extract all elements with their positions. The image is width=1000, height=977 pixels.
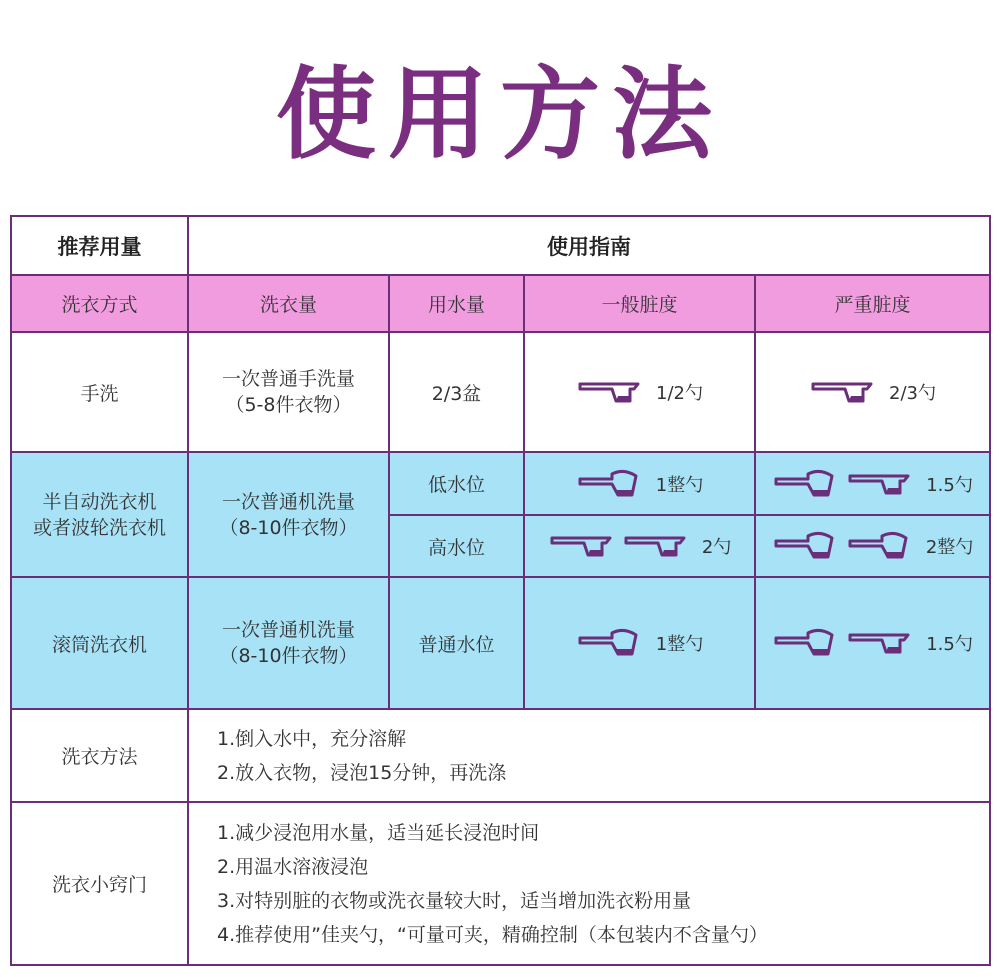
tip-line: 1.减少浸泡用水量，适当延长浸泡时间 [217,821,540,844]
tip-line: 4.推荐使用”佳夹勺，“可量可夹，精确控制（本包装内不含量勺） [217,923,768,946]
load-semi [188,452,389,577]
method-line: 2.放入衣物，浸泡15分钟，再洗涤 [217,761,507,784]
scoop-half-icon [624,533,688,559]
amount-label: 1/2勺 [656,383,703,404]
amount-label: 2/3勺 [889,383,936,404]
scoop-half-icon [811,379,875,405]
load-line: 一次普通手洗量 [221,368,355,390]
normal-semi-high [524,515,755,577]
tip-line: 3.对特别脏的衣物或洗衣量较大时，适当增加洗衣粉用量 [217,889,692,912]
normal-hand [524,332,755,452]
method-line: 半自动洗衣机 [42,490,157,513]
header-recommended: 推荐用量 [11,216,188,275]
table-header-row [11,216,990,275]
load-hand [188,332,389,452]
scoop-half-icon [848,471,912,497]
scoop-full-icon [578,469,642,499]
col-normal: 一般脏度 [524,275,755,332]
load-line: （8-10件衣物） [219,645,358,667]
page-title: 使用方法 [276,56,724,173]
water-semi-low: 低水位 [389,452,524,515]
table-row [11,802,990,965]
amount-label: 1.5勺 [926,474,973,496]
load-line: （8-10件衣物） [219,516,358,539]
scoop-full-icon [848,531,912,561]
heavy-semi-high [755,515,990,577]
method-hand: 手洗 [11,332,188,452]
scoop-full-icon [774,628,838,658]
heavy-drum [755,577,990,709]
scoop-half-icon [550,533,614,559]
normal-drum [524,577,755,709]
amount-label: 1整勺 [655,634,704,655]
column-header-row [11,275,990,332]
col-heavy: 严重脏度 [755,275,990,332]
scoop-full-icon [578,628,642,658]
table-row [11,709,990,802]
load-line: （5-8件衣物） [225,394,352,416]
table-row [11,577,990,709]
tip-line: 2.用温水溶液浸泡 [217,855,369,878]
header-guide: 使用指南 [188,216,990,275]
load-line: 一次普通机洗量 [221,619,355,641]
method-line: 1.倒入水中，充分溶解 [217,727,407,750]
method-row-label: 洗衣方法 [11,709,188,802]
method-row-content [188,709,990,802]
scoop-half-icon [578,379,642,405]
tips-row-label: 洗衣小窍门 [11,802,188,965]
table-row [11,452,990,515]
amount-label: 2勺 [701,537,732,558]
load-line: 一次普通机洗量 [221,490,355,513]
method-line: 或者波轮洗衣机 [32,516,166,539]
scoop-half-icon [848,630,912,656]
water-drum: 普通水位 [389,577,524,709]
method-semi [11,452,188,577]
col-water: 用水量 [389,275,524,332]
amount-label: 1.5勺 [926,634,973,655]
col-load: 洗衣量 [188,275,389,332]
tips-row-content [188,802,990,965]
scoop-full-icon [774,531,838,561]
heavy-semi-low [755,452,990,515]
amount-label: 2整勺 [925,537,974,558]
table-row [11,332,990,452]
col-method: 洗衣方式 [11,275,188,332]
scoop-full-icon [774,469,838,499]
heavy-hand [755,332,990,452]
usage-table [10,215,991,966]
water-hand: 2/3盆 [389,332,524,452]
method-drum: 滚筒洗衣机 [11,577,188,709]
amount-label: 1整勺 [655,474,704,496]
normal-semi-low [524,452,755,515]
load-drum [188,577,389,709]
water-semi-high: 高水位 [389,515,524,577]
